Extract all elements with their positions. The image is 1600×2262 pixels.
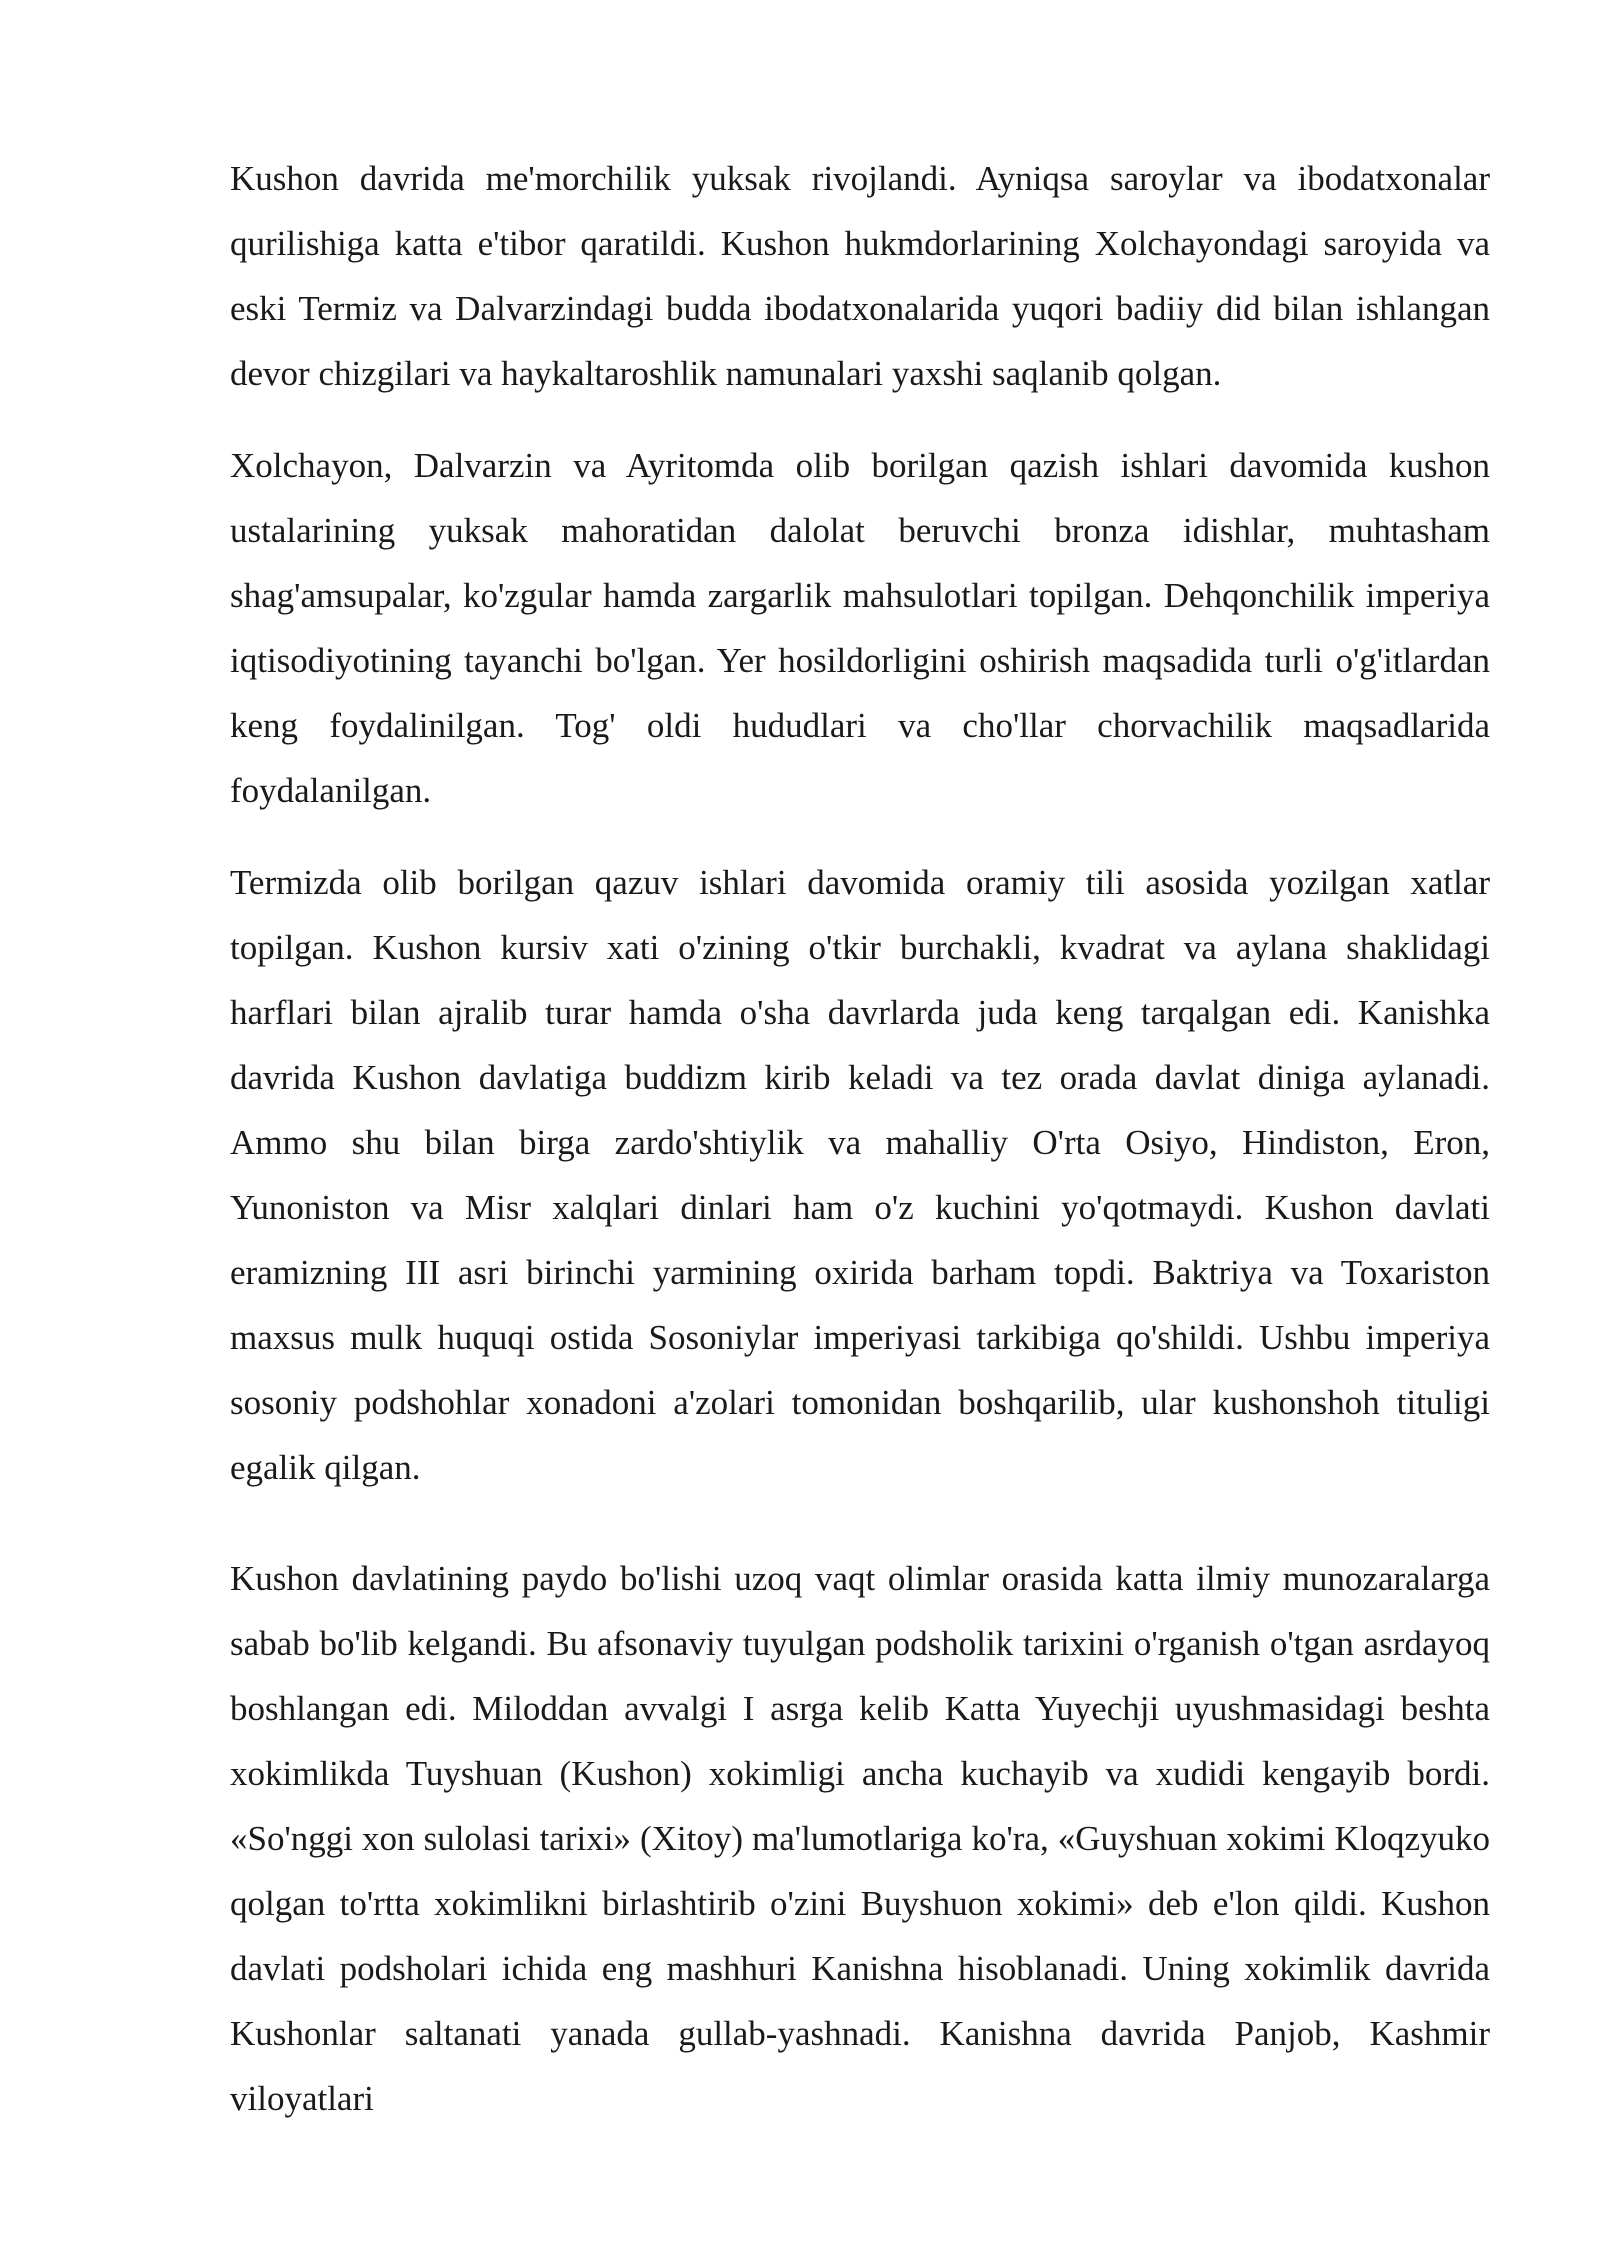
- paragraph-4: Kushon davlatining paydo bo'lishi uzoq vaqt olimlar orasida katta ilmiy munozaralarga sabab bo'lib kelgandi. Bu afsonaviy tuyulgan podsholik tarixini o'rganish o'tgan asrdayoq boshlangan edi. Miloddan avvalgi I asrga kelib Katta Yuyechji uyushmasidagi beshta xokimlikda Tuyshuan (Kushon) xokimligi ancha kuchayib va xudidi kengayib bordi. «So'nggi xon sulolasi tarixi» (Xitoy) ma'lumotlariga ko'ra, «Guyshuan xokimi Kloqzyuko qolgan to'rtta xokimlikni birlashtirib o'zini Buyshuon xokimi» deb e'lon qildi. Kushon davlati podsholari ichida eng mashhuri Kanishna hisoblanadi. Uning xokimlik davrida Kushonlar saltanati yanada gullab-yashnadi. Kanishna davrida Panjob, Kashmir viloyatlari: [230, 1559, 1490, 2118]
- paragraph-3: Termizda olib borilgan qazuv ishlari davomida oramiy tili asosida yozilgan xatlar topilgan. Kushon kursiv xati o'zining o'tkir burchakli, kvadrat va aylana shaklidagi harflari bilan ajralib turar hamda o'sha davrlarda juda keng tarqalgan edi. Kanishka davrida Kushon davlatiga buddizm kirib keladi va tez orada davlat diniga aylanadi. Ammo shu bilan birga zardo'shtiylik va mahalliy O'rta Osiyo, Hindiston, Eron, Yunoniston va Misr xalqlari dinlari ham o'z kuchini yo'qotmaydi. Kushon davlati eramizning III asri birinchi yarmining oxirida barham topdi. Baktriya va Toxariston maxsus mulk huquqi ostida Sosoniylar imperiyasi tarkibiga qo'shildi. Ushbu imperiya sosoniy podshohlar xonadoni a'zolari tomonidan boshqarilib, ular kushonshoh tituligi egalik qilgan.: [230, 863, 1490, 1487]
- document-body: [230, 146, 1490, 2131]
- paragraph-2: Xolchayon, Dalvarzin va Ayritomda olib borilgan qazish ishlari davomida kushon ustalarining yuksak mahoratidan dalolat beruvchi bronza idishlar, muhtasham shag'amsupalar, ko'zgular hamda zargarlik mahsulotlari topilgan. Dehqonchilik imperiya iqtisodiyotining tayanchi bo'lgan. Yer hosildorligini oshirish maqsadida turli o'g'itlardan keng foydalinilgan. Tog' oldi hududlari va cho'llar chorvachilik maqsadlarida foydalanilgan.: [230, 446, 1490, 810]
- paragraph-1: Kushon davrida me'morchilik yuksak rivojlandi. Ayniqsa saroylar va ibodatxonalar qurilishiga katta e'tibor qaratildi. Kushon hukmdorlarining Xolchayondagi saroyida va eski Termiz va Dalvarzindagi budda ibodatxonalarida yuqori badiiy did bilan ishlangan devor chizgilari va haykaltaroshlik namunalari yaxshi saqlanib qolgan.: [230, 159, 1490, 393]
